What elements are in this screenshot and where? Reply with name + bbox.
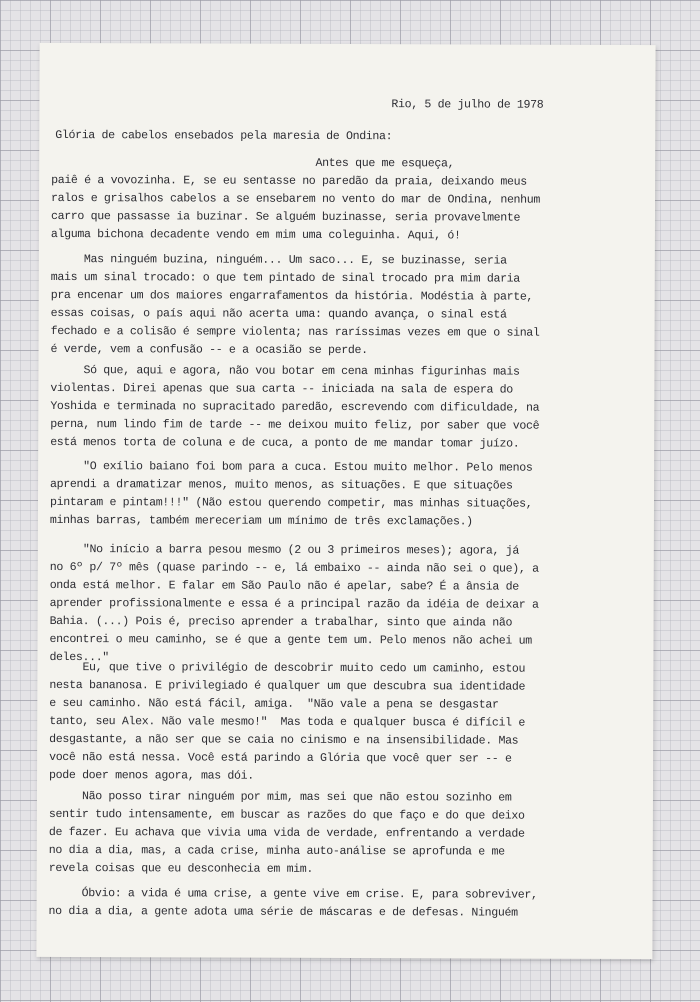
text-line: aprender profissionalmente e essa é a principal razão da idéia de deixar a (49, 596, 539, 612)
text-line: pode doer menos agora, mas dói. (49, 768, 254, 783)
paragraph-6 (49, 659, 649, 787)
text-line: no 6º p/ 7º mês (quase parindo -- e, lá embaixo -- ainda não sei o que), a (49, 560, 539, 576)
text-line: no dia a dia, a gente adota uma série de máscaras e de defesas. Ninguém (48, 904, 518, 920)
text-line: Eu, que tive o privilégio de descobrir muito cedo um caminho, estou (49, 660, 526, 676)
text-line: Bahia. (...) Pois é, preciso aprender a trabalhar, sinto que ainda não (49, 614, 513, 630)
letter-date: Rio, 5 de julho de 1978 (391, 98, 544, 112)
text-line: deles..." (49, 650, 109, 665)
paragraph-4 (50, 458, 650, 532)
text-line: Mas ninguém buzina, ninguém... Um saco... E, se buzinasse, seria (50, 252, 507, 268)
text-line: perna, num lindo fim de tarde -- me deixou muito feliz, por saber que você (50, 417, 540, 433)
text-line: mais um sinal trocado: o que tem pintado de sinal trocado pra mim daria (50, 270, 520, 286)
text-line: pintaram e pintam!!!" (Não estou querendo competir, mas minhas situações, (49, 495, 533, 511)
paragraph-1 (51, 154, 651, 246)
paragraph-5 (49, 541, 649, 669)
text-line: carro que passasse ia buzinar. Se alguém buzinasse, seria provavelmente (50, 209, 521, 225)
text-line: desgastante, a não ser que se caia no cinismo e na insensibilidade. Mas (49, 732, 519, 748)
text-line: Só que, aqui e agora, não vou botar em cena minhas figurinhas mais (50, 363, 520, 379)
text-line: encontrei o meu caminho, se é que a gente tem um. Pelo menos não achei um (49, 632, 532, 648)
paragraph-8 (49, 885, 649, 923)
text-line: ralos e grisalhos cabelos a se ensebarem no vento do mar de Ondina, nenhum (51, 191, 541, 207)
text-line: você não está nessa. Você está parindo a Glória que você quer ser -- e (49, 750, 512, 766)
text-line: Não posso tirar ninguém por mim, mas sei que não estou sozinho em (48, 789, 512, 805)
text-line: Yoshida e terminada no supracitado paredão, escrevendo com dificuldade, na (50, 399, 540, 415)
text-line: de fazer. Eu achava que vivia uma vida de verdade, enfrentando a verdade (48, 825, 525, 841)
text-line: fechado e a colisão é sempre violenta; nas raríssimas vezes em que o sinal (50, 324, 540, 340)
text-line: no dia a dia, mas, a cada crise, minha auto-análise se aprofunda e me (48, 843, 505, 859)
text-line: é verde, vem a confusão -- e a ocasião se perde. (50, 342, 368, 358)
text-line: "No início a barra pesou mesmo (2 ou 3 primeiros meses); agora, já (49, 542, 519, 558)
paragraph-2 (50, 251, 650, 361)
letter-salutation: Glória de cabelos ensebados pela maresia de Ondina: (55, 128, 393, 144)
text-line: está menos torta de coluna e de cuca, a ponto de me mandar tomar juízo. (50, 435, 520, 451)
text-line: Antes que me esqueça, (51, 155, 455, 171)
text-line: Óbvio: a vida é uma crise, a gente vive em crise. E, para sobreviver, (48, 886, 538, 902)
text-line: onda está melhor. E falar em São Paulo não é apelar, sabe? É a ânsia de (49, 578, 519, 594)
text-line: paiê é a vovozinha. E, se eu sentasse no paredão da praia, deixando meus (51, 173, 527, 189)
letter-page (36, 43, 655, 959)
text-line: tanto, seu Alex. Não vale mesmo!" Mas toda e qualquer busca é difícil e (49, 714, 525, 730)
text-line: minhas barras, também mereceriam um mínimo de três exclamações.) (49, 513, 473, 529)
text-line: revela coisas que eu desconhecia em mim. (48, 861, 314, 876)
text-line: sentir tudo intensamente, em buscar as razões do que faço e do que deixo (48, 807, 525, 823)
text-line: "O exílio baiano foi bom para a cuca. Estou muito melhor. Pelo menos (50, 459, 533, 475)
text-line: pra encenar um dos maiores engarrafamentos da história. Modéstia à parte, (50, 288, 534, 304)
text-line: e seu caminho. Não está fácil, amiga. "Não vale a pena se desgastar (49, 696, 499, 712)
text-line: alguma bichona decadente vendo em mim uma coleguinha. Aqui, ó! (50, 227, 461, 243)
text-line: aprendi a dramatizar menos, muito menos, as situações. E que situações (50, 477, 513, 493)
paragraph-3 (50, 362, 650, 454)
typed-text-area (36, 43, 655, 959)
text-line: violentas. Direi apenas que sua carta -- iniciada na sala de espera do (50, 381, 513, 397)
text-line: essas coisas, o país aqui não acerta uma: quando avança, o sinal está (50, 306, 507, 322)
text-line: nesta bananosa. E privilegiado é qualquer um que descubra sua identidade (49, 678, 526, 694)
paragraph-7 (49, 788, 649, 880)
